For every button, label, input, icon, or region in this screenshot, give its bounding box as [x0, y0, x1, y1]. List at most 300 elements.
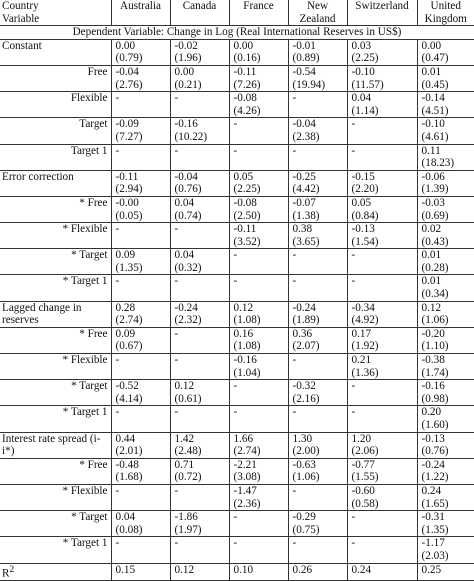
- coefficient-value: -0.02: [174, 39, 198, 52]
- t-statistic-value: (1.97): [174, 523, 202, 536]
- coefficient-value: -: [292, 144, 297, 157]
- coefficient-value: -: [174, 537, 179, 550]
- table-cell: [170, 65, 229, 91]
- header-variable-label: Variable: [2, 12, 40, 25]
- coefficient-value: -0.04: [292, 118, 316, 131]
- coefficient-value: -0.54: [292, 65, 316, 78]
- table-cell: [417, 275, 474, 301]
- coefficient-value: -0.15: [351, 170, 375, 183]
- table-cell: [347, 118, 417, 144]
- table-cell: [288, 484, 347, 510]
- coefficient-value: -0.20: [421, 327, 445, 340]
- t-statistic-value: (0.08): [115, 523, 143, 536]
- coefficient-value: 1.30: [292, 432, 313, 445]
- table-row: [0, 223, 474, 249]
- coefficient-value: -0.11: [233, 65, 257, 78]
- row-label-text: * Target: [71, 249, 108, 262]
- t-statistic-value: (1.06): [292, 471, 320, 484]
- row-label: [0, 144, 111, 170]
- coefficient-value: -: [115, 537, 120, 550]
- t-statistic-value: (0.72): [174, 471, 202, 484]
- coefficient-value: -: [292, 354, 297, 367]
- row-label: [0, 39, 111, 65]
- table-cell: [417, 65, 474, 91]
- table-cell: [111, 458, 170, 484]
- table-cell: [288, 196, 347, 222]
- t-statistic-value: (1.35): [421, 523, 449, 536]
- table-cell: [288, 65, 347, 91]
- table-cell: [288, 249, 347, 275]
- t-statistic-value: (0.32): [174, 261, 202, 274]
- coefficient-value: 0.04: [351, 92, 372, 105]
- coefficient-value: 1.66: [233, 432, 254, 445]
- table-cell: [417, 406, 474, 432]
- table-row: [0, 406, 474, 432]
- coefficient-value: -0.14: [421, 92, 445, 105]
- table-cell: [347, 484, 417, 510]
- coefficient-value: -: [174, 223, 179, 236]
- t-statistic-value: (1.08): [233, 314, 261, 327]
- coefficient-value: 0.01: [421, 249, 442, 262]
- coefficient-value: 0.05: [351, 196, 372, 209]
- table-cell: [229, 354, 288, 380]
- t-statistic-value: (1.04): [233, 366, 261, 379]
- coefficient-value: -0.32: [292, 380, 316, 393]
- coefficient-value: -1.47: [233, 484, 257, 497]
- coefficient-value: -0.10: [351, 65, 375, 78]
- row-label: [0, 380, 111, 406]
- row-label-text: * Target 1: [62, 406, 108, 419]
- table-cell: [288, 511, 347, 537]
- t-statistic-value: (0.34): [421, 288, 449, 301]
- table-cell: [170, 432, 229, 458]
- t-statistic-value: (4.92): [351, 314, 379, 327]
- t-statistic-value: (0.67): [115, 340, 143, 353]
- row-label: [0, 327, 111, 353]
- t-statistic-value: (2.50): [233, 209, 261, 222]
- header-col-5: [417, 0, 474, 26]
- header-col-label: Switzerland: [355, 0, 409, 12]
- coefficient-value: -1.17: [421, 537, 445, 550]
- table-cell: [170, 327, 229, 353]
- row-label-text: * Flexible: [62, 223, 108, 236]
- table-row: [0, 39, 474, 65]
- t-statistic-value: (0.74): [174, 209, 202, 222]
- coefficient-value: 1.42: [174, 432, 195, 445]
- coefficient-value: -0.11: [115, 170, 139, 183]
- header-col-2: [229, 0, 288, 26]
- coefficient-value: -0.48: [115, 458, 139, 471]
- row-label: [0, 301, 111, 327]
- table-cell: [111, 275, 170, 301]
- table-cell: [417, 458, 474, 484]
- row-label-text: Flexible: [70, 92, 108, 105]
- coefficient-value: 0.36: [292, 327, 313, 340]
- table-row: [0, 249, 474, 275]
- coefficient-value: 0.10: [233, 563, 254, 576]
- row-label-text: * Free: [79, 196, 108, 209]
- table-cell: [347, 301, 417, 327]
- row-label: [0, 458, 111, 484]
- table-cell: [288, 380, 347, 406]
- t-statistic-value: (1.89): [292, 314, 320, 327]
- table-cell: [170, 406, 229, 432]
- row-label: [0, 484, 111, 510]
- coefficient-value: -: [174, 327, 179, 340]
- table-row: [0, 196, 474, 222]
- t-statistic-value: (2.94): [115, 183, 143, 196]
- coefficient-value: -0.24: [421, 458, 445, 471]
- table-cell: [111, 484, 170, 510]
- t-statistic-value: (2.01): [115, 445, 143, 458]
- table-cell: [347, 327, 417, 353]
- coefficient-value: -: [174, 354, 179, 367]
- table-cell: [111, 380, 170, 406]
- t-statistic-value: (0.84): [351, 209, 379, 222]
- table-cell: [111, 406, 170, 432]
- table-cell: [229, 406, 288, 432]
- coefficient-value: 0.00: [421, 39, 442, 52]
- coefficient-value: -0.04: [115, 65, 139, 78]
- table-cell: [170, 511, 229, 537]
- table-cell: [111, 170, 170, 196]
- row-label: [0, 223, 111, 249]
- row-label: [0, 354, 111, 380]
- row-label-text: * Flexible: [62, 354, 108, 367]
- t-statistic-value: (7.27): [115, 130, 143, 143]
- coefficient-value: 0.28: [115, 301, 136, 314]
- coefficient-value: 0.04: [174, 196, 195, 209]
- coefficient-value: 0.44: [115, 432, 136, 445]
- t-statistic-value: (1.35): [115, 261, 143, 274]
- row-label-text: * Free: [79, 327, 108, 340]
- table-row: [0, 432, 474, 458]
- coefficient-value: -: [233, 406, 238, 419]
- table-row: [0, 275, 474, 301]
- t-statistic-value: (7.26): [233, 78, 261, 91]
- table-cell: [229, 92, 288, 118]
- table-row: [0, 511, 474, 537]
- coefficient-value: -0.16: [174, 118, 198, 131]
- table-cell: [417, 511, 474, 537]
- header-col-label: Australia: [119, 0, 161, 12]
- row-label-text: * Free: [79, 458, 108, 471]
- table-cell: [288, 327, 347, 353]
- header-col-label-line2: Kingdom: [424, 12, 467, 25]
- coefficient-value: -0.16: [233, 354, 257, 367]
- table-cell: [170, 118, 229, 144]
- table-cell: [111, 196, 170, 222]
- table-cell: [111, 39, 170, 65]
- table-cell: [288, 39, 347, 65]
- table-cell: [417, 39, 474, 65]
- table-cell: [288, 170, 347, 196]
- t-statistic-value: (18.23): [421, 157, 455, 170]
- row-label-text: Target 1: [70, 144, 108, 157]
- t-statistic-value: (1.68): [115, 471, 143, 484]
- t-statistic-value: (0.05): [115, 209, 143, 222]
- table-cell: [170, 144, 229, 170]
- table-cell: [229, 301, 288, 327]
- table-row: [0, 380, 474, 406]
- coefficient-value: 0.01: [421, 275, 442, 288]
- table-cell: [170, 537, 229, 563]
- row-label: [0, 92, 111, 118]
- coefficient-value: -0.08: [233, 196, 257, 209]
- coefficient-value: -0.38: [421, 354, 445, 367]
- coefficient-value: 0.12: [174, 563, 195, 576]
- table-cell: [229, 458, 288, 484]
- coefficient-value: 0.12: [174, 380, 195, 393]
- coefficient-value: -: [351, 118, 356, 131]
- t-statistic-value: (1.39): [421, 183, 449, 196]
- t-statistic-value: (0.21): [174, 78, 202, 91]
- table-cell: [347, 65, 417, 91]
- t-statistic-value: (4.51): [421, 104, 449, 117]
- table-cell: [347, 92, 417, 118]
- table-row: [0, 327, 474, 353]
- t-statistic-value: (2.74): [115, 314, 143, 327]
- table-cell: [170, 354, 229, 380]
- t-statistic-value: (0.98): [421, 392, 449, 405]
- table-cell: [170, 249, 229, 275]
- table-cell: [170, 92, 229, 118]
- row-label: [0, 511, 111, 537]
- coefficient-value: -: [292, 92, 297, 105]
- coefficient-value: 0.05: [233, 170, 254, 183]
- t-statistic-value: (1.38): [292, 209, 320, 222]
- row-label: [0, 432, 111, 458]
- coefficient-value: 0.00: [115, 39, 136, 52]
- coefficient-value: 0.15: [115, 563, 136, 576]
- coefficient-value: 0.12: [233, 301, 254, 314]
- coefficient-value: -0.04: [174, 170, 198, 183]
- t-statistic-value: (2.07): [292, 340, 320, 353]
- t-statistic-value: (1.10): [421, 340, 449, 353]
- coefficient-value: -0.60: [351, 484, 375, 497]
- table-cell: [229, 223, 288, 249]
- table-cell: [347, 196, 417, 222]
- coefficient-value: -: [115, 144, 120, 157]
- coefficient-value: 0.16: [233, 327, 254, 340]
- table-cell: [288, 223, 347, 249]
- t-statistic-value: (0.58): [351, 497, 379, 510]
- table-cell: [229, 196, 288, 222]
- t-statistic-value: (1.36): [351, 366, 379, 379]
- coefficient-value: -: [115, 275, 120, 288]
- coefficient-value: 0.00: [233, 39, 254, 52]
- coefficient-value: -0.31: [421, 511, 445, 524]
- coefficient-value: -: [174, 484, 179, 497]
- t-statistic-value: (2.48): [174, 445, 202, 458]
- coefficient-value: -: [233, 275, 238, 288]
- header-col-label: Canada: [182, 0, 217, 12]
- header-country-variable: [0, 0, 111, 26]
- coefficient-value: 0.11: [421, 144, 441, 157]
- table-row: [0, 144, 474, 170]
- table-cell: [229, 275, 288, 301]
- coefficient-value: 0.01: [421, 65, 442, 78]
- t-statistic-value: (2.03): [421, 549, 449, 562]
- t-statistic-value: (0.69): [421, 209, 449, 222]
- table-row: [0, 92, 474, 118]
- table-cell: [288, 354, 347, 380]
- t-statistic-value: (2.36): [233, 497, 261, 510]
- table-cell: [111, 92, 170, 118]
- table-cell: [417, 301, 474, 327]
- table-cell: [111, 354, 170, 380]
- t-statistic-value: (1.96): [174, 52, 202, 65]
- table-cell: [111, 537, 170, 563]
- table-cell: [417, 249, 474, 275]
- table-cell: [170, 223, 229, 249]
- table-row: [0, 301, 474, 327]
- dependent-variable-row: [0, 26, 474, 40]
- row-label: [0, 275, 111, 301]
- table-cell: [347, 39, 417, 65]
- table-cell: [229, 537, 288, 563]
- header-col-label: New: [306, 0, 329, 12]
- t-statistic-value: (4.26): [233, 104, 261, 117]
- table-cell: [347, 354, 417, 380]
- row-label-text: * Target: [71, 380, 108, 393]
- coefficient-value: 0.26: [292, 563, 313, 576]
- t-statistic-value: (0.45): [421, 78, 449, 91]
- row-label: [0, 406, 111, 432]
- t-statistic-value: (0.79): [115, 52, 143, 65]
- coefficient-value: 0.09: [115, 327, 136, 340]
- t-statistic-value: (3.65): [292, 235, 320, 248]
- t-statistic-value: (0.76): [174, 183, 202, 196]
- row-label-text: * Target: [71, 511, 108, 524]
- table-cell: [288, 432, 347, 458]
- coefficient-value: -0.52: [115, 380, 139, 393]
- row-label-text: R: [2, 567, 10, 580]
- coefficient-value: 0.71: [174, 458, 195, 471]
- coefficient-value: -: [351, 275, 356, 288]
- coefficient-value: -0.13: [351, 223, 375, 236]
- coefficient-value: -0.06: [421, 170, 445, 183]
- table-cell: [417, 354, 474, 380]
- t-statistic-value: (3.08): [233, 471, 261, 484]
- row-label: [0, 537, 111, 563]
- t-statistic-value: (1.08): [233, 340, 261, 353]
- coefficient-value: -: [292, 249, 297, 262]
- table-cell: [347, 144, 417, 170]
- coefficient-value: -0.24: [174, 301, 198, 314]
- table-cell: [347, 275, 417, 301]
- coefficient-value: 0.09: [115, 249, 136, 262]
- coefficient-value: -: [351, 380, 356, 393]
- table-cell: [111, 249, 170, 275]
- row-label-text: Target: [79, 118, 108, 131]
- header-row: [0, 0, 474, 26]
- table-cell: [288, 118, 347, 144]
- table-cell: [347, 406, 417, 432]
- t-statistic-value: (0.43): [421, 235, 449, 248]
- coefficient-value: 0.21: [351, 354, 372, 367]
- table-cell: [111, 223, 170, 249]
- coefficient-value: 0.38: [292, 223, 313, 236]
- t-statistic-value: (1.74): [421, 366, 449, 379]
- row-label-text: * Target 1: [62, 537, 108, 550]
- coefficient-value: -: [115, 354, 120, 367]
- table-cell: [111, 511, 170, 537]
- row-label-text: Error correction: [2, 170, 74, 183]
- table-cell: [288, 406, 347, 432]
- t-statistic-value: (2.06): [351, 445, 379, 458]
- table-cell: [229, 511, 288, 537]
- t-statistic-value: (1.60): [421, 419, 449, 431]
- coefficient-value: -: [292, 537, 297, 550]
- coefficient-value: -: [233, 249, 238, 262]
- t-statistic-value: (1.92): [351, 340, 379, 353]
- coefficient-value: 0.12: [421, 301, 442, 314]
- row-label: [0, 249, 111, 275]
- table-cell: [417, 170, 474, 196]
- header-col-0: [111, 0, 170, 26]
- t-statistic-value: (1.65): [421, 497, 449, 510]
- table-cell: [111, 144, 170, 170]
- coefficient-value: -: [292, 406, 297, 419]
- coefficient-value: 0.25: [421, 563, 442, 576]
- coefficient-value: -: [351, 249, 356, 262]
- table-cell: [347, 432, 417, 458]
- table-cell: [288, 275, 347, 301]
- coefficient-value: 0.04: [115, 511, 136, 524]
- table-cell: [288, 537, 347, 563]
- t-statistic-value: (1.54): [351, 235, 379, 248]
- coefficient-value: -: [115, 92, 120, 105]
- row-label: [0, 118, 111, 144]
- dependent-variable-caption: Dependent Variable: Change in Log (Real International Reserves in US$): [0, 26, 474, 40]
- t-statistic-value: (1.14): [351, 104, 379, 117]
- table-cell: [417, 92, 474, 118]
- coefficient-value: 0.24: [421, 484, 442, 497]
- table-cell: [111, 327, 170, 353]
- row-label-text: Lagged change in reserves: [2, 301, 82, 327]
- coefficient-value: -0.10: [421, 118, 445, 131]
- row-label-text: Interest rate spread (i-i*): [2, 432, 101, 458]
- table-cell: [229, 170, 288, 196]
- table-cell: [170, 380, 229, 406]
- table-cell: [417, 144, 474, 170]
- table-cell: [288, 458, 347, 484]
- coefficient-value: -: [292, 275, 297, 288]
- table-cell: [229, 432, 288, 458]
- coefficient-value: -: [233, 380, 238, 393]
- table-row: [0, 354, 474, 380]
- table-cell: [347, 380, 417, 406]
- header-col-label: France: [243, 0, 274, 12]
- table-cell: [288, 144, 347, 170]
- table-cell: [417, 432, 474, 458]
- t-statistic-value: (3.52): [233, 235, 261, 248]
- table-row: [0, 118, 474, 144]
- coefficient-value: -: [115, 406, 120, 419]
- coefficient-value: -0.24: [292, 301, 316, 314]
- coefficient-value: 0.24: [351, 563, 372, 576]
- coefficient-value: -: [233, 118, 238, 131]
- table-row: [0, 458, 474, 484]
- coefficient-value: -0.25: [292, 170, 316, 183]
- header-col-label: United: [430, 0, 461, 12]
- row-label: [0, 196, 111, 222]
- table-cell: [229, 249, 288, 275]
- table-cell: [170, 458, 229, 484]
- t-statistic-value: (1.22): [421, 471, 449, 484]
- coefficient-value: 0.00: [174, 65, 195, 78]
